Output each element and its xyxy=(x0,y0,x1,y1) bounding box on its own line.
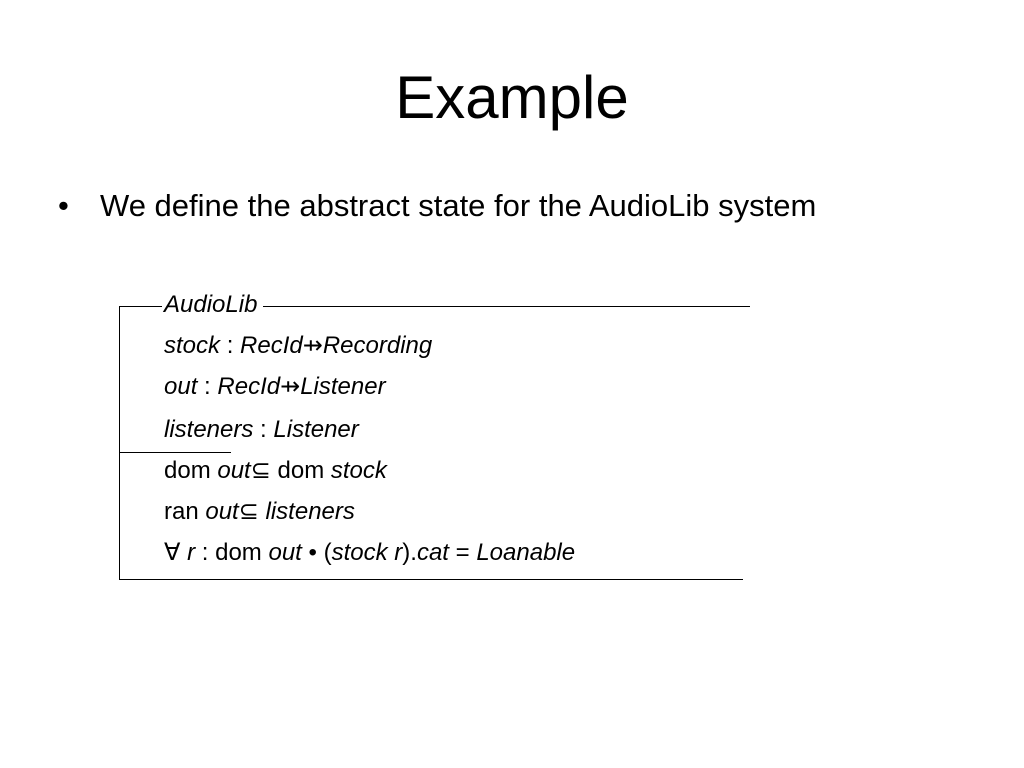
schema-name: AudioLib xyxy=(162,290,263,320)
schema-left-line xyxy=(119,306,120,580)
declaration-listeners: listeners : Listener xyxy=(164,416,359,443)
subset-eq-icon: ⊆ xyxy=(238,498,259,525)
slide-title: Example xyxy=(395,64,629,131)
bullet-text: We define the abstract state for the AudioLib system xyxy=(100,188,817,223)
schema-bottom-line xyxy=(120,579,743,580)
predicate-forall: ∀ r : dom out • (stock r).cat = Loanable xyxy=(164,539,576,566)
declaration-stock: stock : RecId⇸Recording xyxy=(164,332,433,359)
forall-icon: ∀ xyxy=(164,539,181,566)
predicate-dom-subset: dom out⊆ dom stock xyxy=(164,457,387,484)
subset-eq-icon: ⊆ xyxy=(250,457,271,484)
declaration-out: out : RecId⇸Listener xyxy=(164,373,386,400)
partial-function-arrow-icon: ⇸ xyxy=(280,373,301,400)
predicate-ran-subset: ran out⊆ listeners xyxy=(164,498,355,525)
bullet-operator-icon: • xyxy=(308,539,317,566)
bullet-dot: • xyxy=(58,188,69,223)
schema-divider-line xyxy=(120,452,231,453)
partial-function-arrow-icon: ⇸ xyxy=(302,332,323,359)
